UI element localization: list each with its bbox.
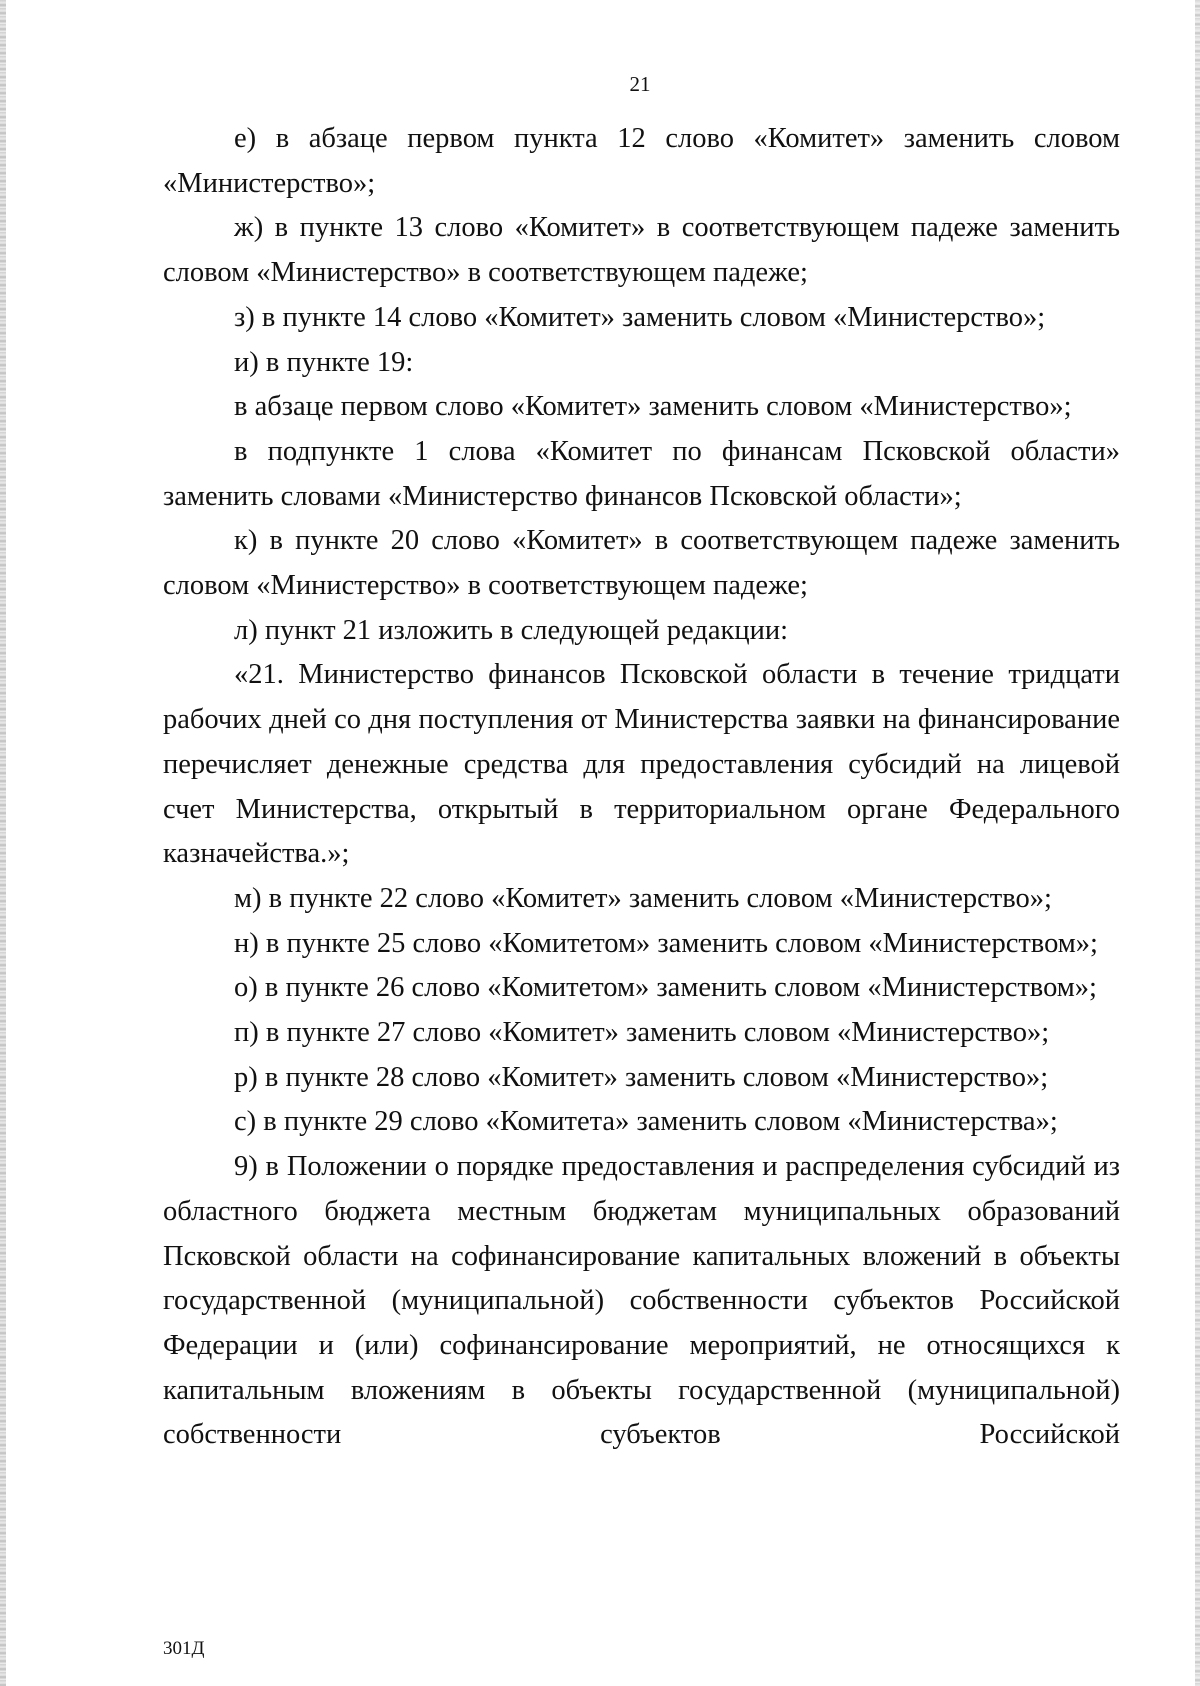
document-body: [163, 117, 1120, 1458]
paragraph-item-s: с) в пункте 29 слово «Комитета» заменить словом «Министерства»;: [234, 1106, 1058, 1138]
paragraph-item-p: п) в пункте 27 слово «Комитет» заменить словом «Министерство»;: [234, 1017, 1050, 1049]
paragraph-item-m: м) в пункте 22 слово «Комитет» заменить словом «Министерство»;: [234, 882, 1052, 914]
scan-edge-left: [0, 0, 6, 1686]
paragraph-item-o: о) в пункте 26 слово «Комитетом» заменить словом «Министерством»;: [234, 972, 1097, 1004]
paragraph-item-r: р) в пункте 28 слово «Комитет» заменить словом «Министерство»;: [234, 1061, 1049, 1093]
paragraph-item-z: з) в пункте 14 слово «Комитет» заменить словом «Министерство»;: [234, 301, 1046, 333]
paragraph-first-abzac: в абзаце первом слово «Комитет» заменить словом «Министерство»;: [234, 391, 1072, 423]
page-number: 21: [629, 72, 651, 96]
document-code: 301Д: [163, 1638, 205, 1659]
paragraph-item-k: к) в пункте 20 слово «Комитет» в соответствующем падеже заменить словом «Министерство» в соответствующем падеже;: [163, 525, 1120, 602]
paragraph-item-zh: ж) в пункте 13 слово «Комитет» в соответствующем падеже заменить словом «Министерство» в соответствующем падеже;: [163, 212, 1120, 289]
paragraph-quoted-point-21: «21. Министерство финансов Псковской области в течение тридцати рабочих дней со дня поступления от Министерства заявки на финансирование перечисляет денежные средства для предоставления субсидий на лицевой счет Министерства, открытый в территориальном органе Федерального казначейства.»;: [163, 659, 1120, 870]
scan-edge-right: [1195, 0, 1200, 1686]
paragraph-item-i: и) в пункте 19:: [234, 346, 414, 378]
paragraph-item-n: н) в пункте 25 слово «Комитетом» заменить словом «Министерством»;: [234, 927, 1098, 959]
paragraph-item-l: л) пункт 21 изложить в следующей редакции:: [234, 614, 788, 646]
paragraph-item-9: 9) в Положении о порядке предоставления и распределения субсидий из областного бюджета местным бюджетам муниципальных образований Псковской области на софинансирование капитальных вложений в объекты государственной (муниципальной) собственности субъектов Российской Федерации и (или) софинансирование мероприятий, не относящихся к капитальным вложениям в объекты государственной (муниципальной) собственности субъектов Российской: [163, 1151, 1120, 1451]
paragraph-subpoint-1: в подпункте 1 слова «Комитет по финансам Псковской области» заменить словами «Министерство финансов Псковской области»;: [163, 435, 1120, 512]
paragraph-item-e: е) в абзаце первом пункта 12 слово «Комитет» заменить словом «Министерство»;: [163, 123, 1120, 199]
